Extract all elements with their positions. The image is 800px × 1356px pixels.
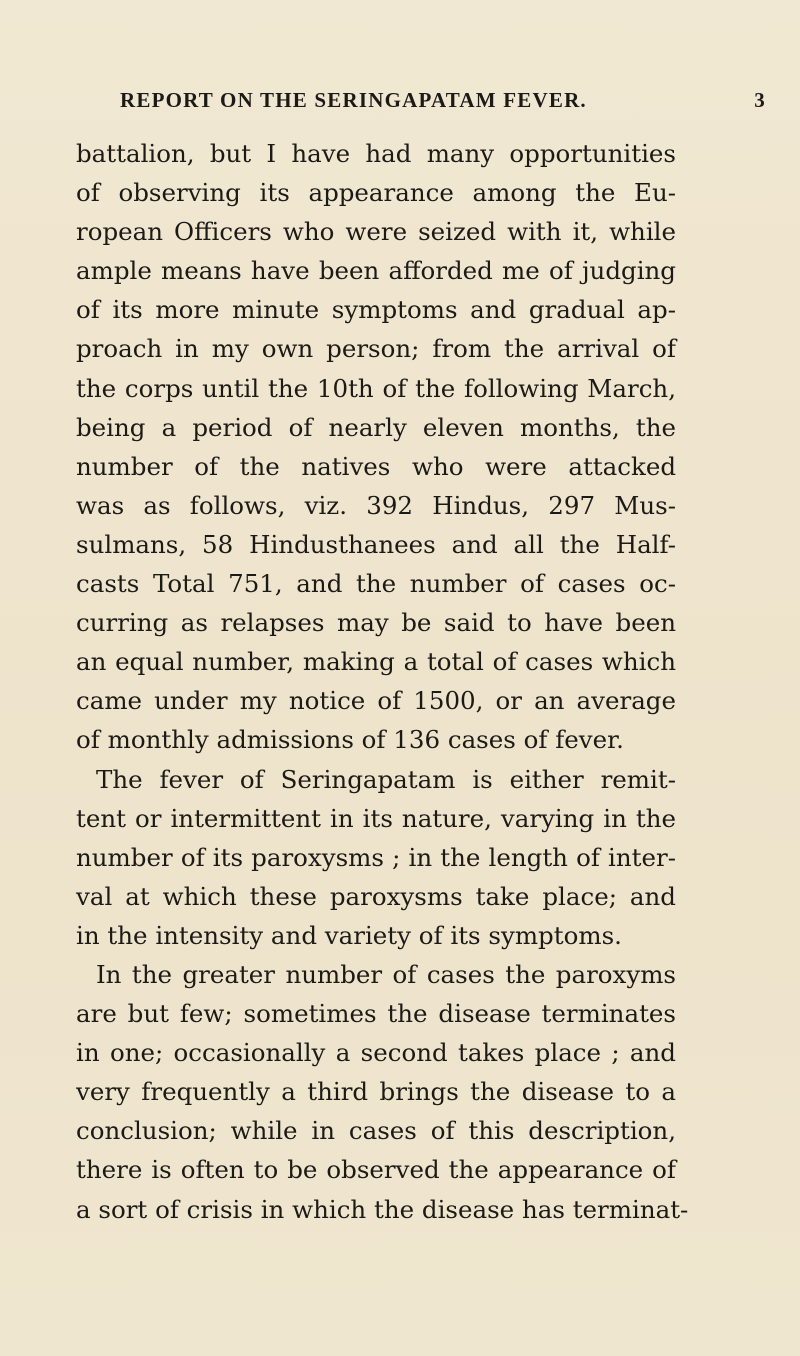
text-line: ropean Officers who were seized with it, while bbox=[76, 217, 676, 247]
text-line: an equal number, making a total of cases which bbox=[76, 647, 676, 677]
text-line: proach in my own person; from the arrival of bbox=[76, 334, 676, 364]
text-line: number of its paroxysms ; in the length of inter- bbox=[76, 842, 676, 872]
text-line: are but few; sometimes the disease terminates bbox=[76, 999, 676, 1029]
text-line: there is often to be observed the appearance of bbox=[76, 1155, 676, 1185]
text-line: came under my notice of 1500, or an average bbox=[76, 686, 676, 716]
text-line: battalion, but I have had many opportunities bbox=[76, 139, 676, 168]
text-line: of its more minute symptoms and gradual ap- bbox=[76, 295, 676, 325]
text-line: curring as relapses may be said to have been bbox=[76, 608, 676, 638]
text-line: casts Total 751, and the number of cases oc- bbox=[76, 569, 676, 599]
text-line: in one; occasionally a second takes place ; and bbox=[76, 1038, 676, 1068]
text-line: number of the natives who were attacked bbox=[76, 451, 676, 481]
text-line: in the intensity and variety of its symptoms. bbox=[76, 920, 622, 950]
text-line: sulmans, 58 Hindusthanees and all the Half- bbox=[76, 529, 676, 559]
paragraph-first-line: In the greater number of cases the paroxyms bbox=[96, 959, 676, 989]
paragraph-first-line: The fever of Seringapatam is either remit- bbox=[96, 764, 676, 794]
running-header bbox=[120, 88, 766, 116]
text-line: ample means have been afforded me of judging bbox=[76, 256, 676, 286]
text-line: very frequently a third brings the disease to a bbox=[76, 1077, 676, 1107]
text-line: a sort of crisis in which the disease has terminat- bbox=[76, 1194, 689, 1224]
text-line: of monthly admissions of 136 cases of fever. bbox=[76, 725, 624, 755]
text-line: val at which these paroxysms take place; and bbox=[76, 881, 676, 911]
body-text bbox=[76, 134, 689, 1229]
text-line: being a period of nearly eleven months, the bbox=[76, 412, 676, 442]
text-line: the corps until the 10th of the following March, bbox=[76, 373, 676, 403]
text-line: tent or intermittent in its nature, varying in the bbox=[76, 803, 676, 833]
text-line: of observing its appearance among the Eu- bbox=[76, 178, 676, 208]
page-number: 3 bbox=[754, 88, 766, 112]
header-title: REPORT ON THE SERINGAPATAM FEVER. bbox=[120, 88, 587, 112]
text-line: was as follows, viz. 392 Hindus, 297 Mus- bbox=[76, 490, 676, 520]
text-line: conclusion; while in cases of this description, bbox=[76, 1116, 676, 1146]
